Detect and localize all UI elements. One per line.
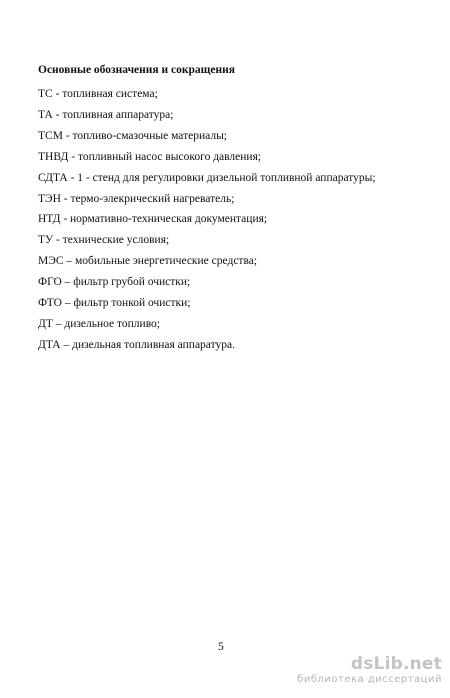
abbreviation-item: ТЭН - термо-элекрический нагреватель; — [38, 192, 235, 205]
abbreviation-item: ТС - топливная система; — [38, 88, 158, 100]
watermark-subtitle: библиотека диссертаций — [297, 674, 442, 685]
watermark-logo — [297, 655, 442, 686]
abbreviation-item: ФГО – фильтр грубой очистки; — [38, 276, 191, 289]
abbreviation-item: ТНВД - топливный насос высокого давления; — [38, 150, 262, 163]
abbreviation-item: НТД - нормативно-техническая документация; — [38, 213, 268, 226]
abbreviation-item: ФТО – фильтр тонкой очистки; — [38, 297, 191, 310]
watermark-brand: dsLib.net — [350, 654, 442, 674]
abbreviation-item: СДТА - 1 - стенд для регулировки дизельной топливной аппаратуры; — [38, 171, 376, 184]
abbreviation-item: ДТА – дизельная топливная аппаратура. — [38, 338, 235, 351]
abbreviation-item: ТСМ - топливо-смазочные материалы; — [38, 129, 227, 142]
page-number: 5 — [218, 641, 224, 653]
abbreviation-list — [38, 84, 376, 356]
abbreviation-item: МЭС – мобильные энергетические средства; — [38, 255, 258, 268]
abbreviation-item: ТУ - технические условия; — [38, 234, 170, 247]
abbreviation-item: ДТ – дизельное топливо; — [38, 317, 160, 330]
section-heading: Основные обозначения и сокращения — [38, 64, 235, 76]
abbreviation-item: ТА - топливная аппаратура; — [38, 108, 174, 121]
